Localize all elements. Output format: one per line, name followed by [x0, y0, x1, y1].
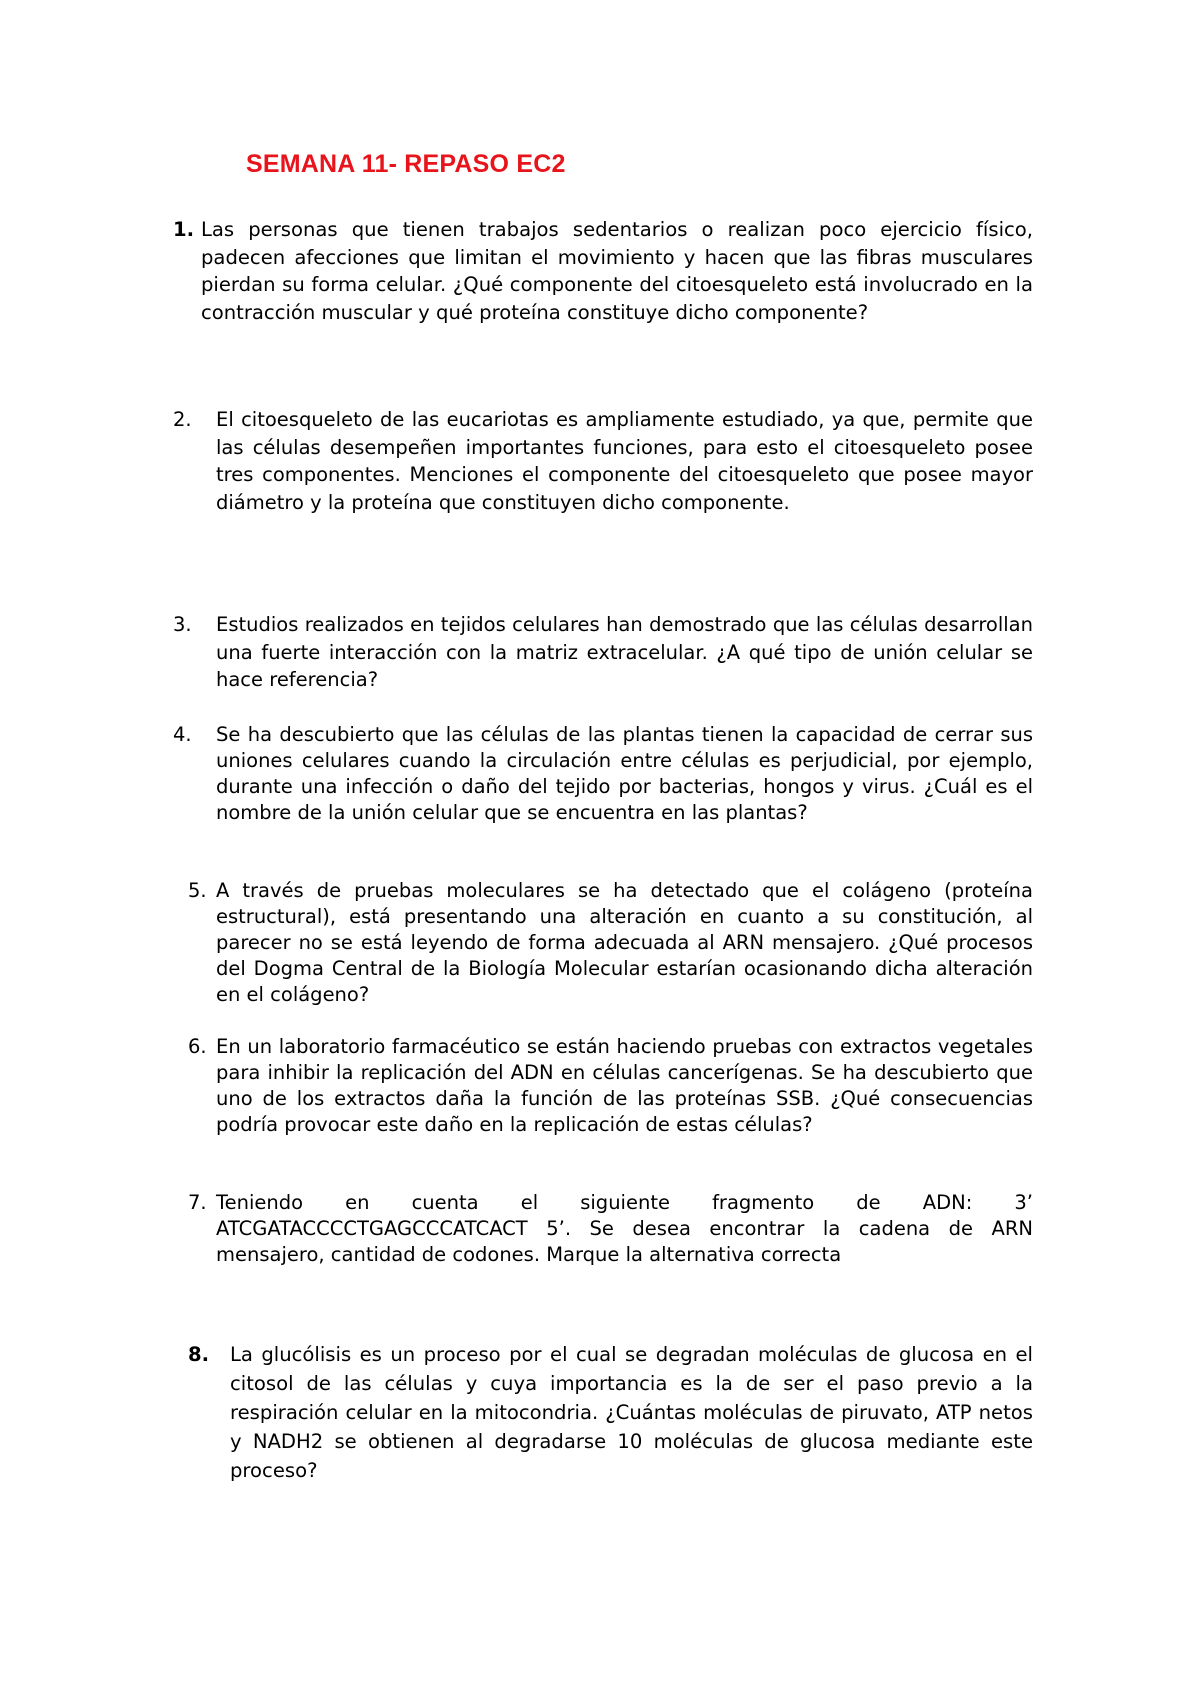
question-text: Se ha descubierto que las células de las plantas tienen la capacidad de cerrar sus uniones celulares cuando la circulación entre células es perjudicial, por ejemplo, durante una infección o daño del tejido por bacterias, hongos y virus. ¿Cuál es el nombre de la unión celular que se encuentra en las plantas? [216, 723, 1033, 824]
question-text: En un laboratorio farmacéutico se están haciendo pruebas con extractos vegetales para inhibir la replicación del ADN en células cancerígenas. Se ha descubierto que uno de los extractos daña la función de las proteínas SSB. ¿Qué consecuencias podría provocar este daño en la replicación de estas células? [216, 1035, 1033, 1136]
question-8 [188, 1340, 1033, 1485]
question-text: El citoesqueleto de las eucariotas es ampliamente estudiado, ya que, permite que las células desempeñen importantes funciones, para esto el citoesqueleto posee tres componentes. Menciones el componente del citoesqueleto que posee mayor diámetro y la proteína que constituyen dicho componente. [216, 408, 1033, 514]
question-3 [173, 611, 1033, 694]
question-number: 3. [173, 613, 192, 636]
question-6 [188, 1034, 1033, 1138]
question-number: 8. [188, 1343, 210, 1366]
question-number: 6. [188, 1035, 207, 1058]
page-title: SEMANA 11- REPASO EC2 [246, 150, 566, 178]
question-text: Teniendo en cuenta el siguiente fragmento de ADN: 3’ ATCGATACCCCTGAGCCCATCACT 5’. Se desea encontrar la cadena de ARN mensajero, cantidad de codones. Marque la alternativa correcta [216, 1191, 1033, 1266]
question-text: A través de pruebas moleculares se ha detectado que el colágeno (proteína estructural), está presentando una alteración en cuanto a su constitución, al parecer no se está leyendo de forma adecuada al ARN mensajero. ¿Qué procesos del Dogma Central de la Biología Molecular estarían ocasionando dicha alteración en el colágeno? [216, 879, 1033, 1006]
question-text: Las personas que tienen trabajos sedentarios o realizan poco ejercicio físico, padecen afecciones que limitan el movimiento y hacen que las fibras musculares pierdan su forma celular. ¿Qué componente del citoesqueleto está involucrado en la contracción muscular y qué proteína constituye dicho componente? [201, 218, 1033, 324]
question-7 [188, 1190, 1033, 1268]
question-number: 4. [173, 723, 192, 746]
question-text: La glucólisis es un proceso por el cual se degradan moléculas de glucosa en el citosol de las células y cuya importancia es la de ser el paso previo a la respiración celular en la mitocondria. ¿Cuántas moléculas de piruvato, ATP netos y NADH2 se obtienen al degradarse 10 moléculas de glucosa mediante este proceso? [230, 1343, 1033, 1482]
question-text: Estudios realizados en tejidos celulares han demostrado que las células desarrollan una fuerte interacción con la matriz extracelular. ¿A qué tipo de unión celular se hace referencia? [216, 613, 1033, 691]
question-4 [173, 722, 1033, 826]
question-number: 2. [173, 408, 192, 431]
question-number: 1. [173, 218, 195, 241]
question-number: 5. [188, 879, 207, 902]
question-1 [173, 216, 1033, 326]
question-number: 7. [188, 1191, 207, 1214]
question-2 [173, 406, 1033, 516]
question-5 [188, 878, 1033, 1008]
